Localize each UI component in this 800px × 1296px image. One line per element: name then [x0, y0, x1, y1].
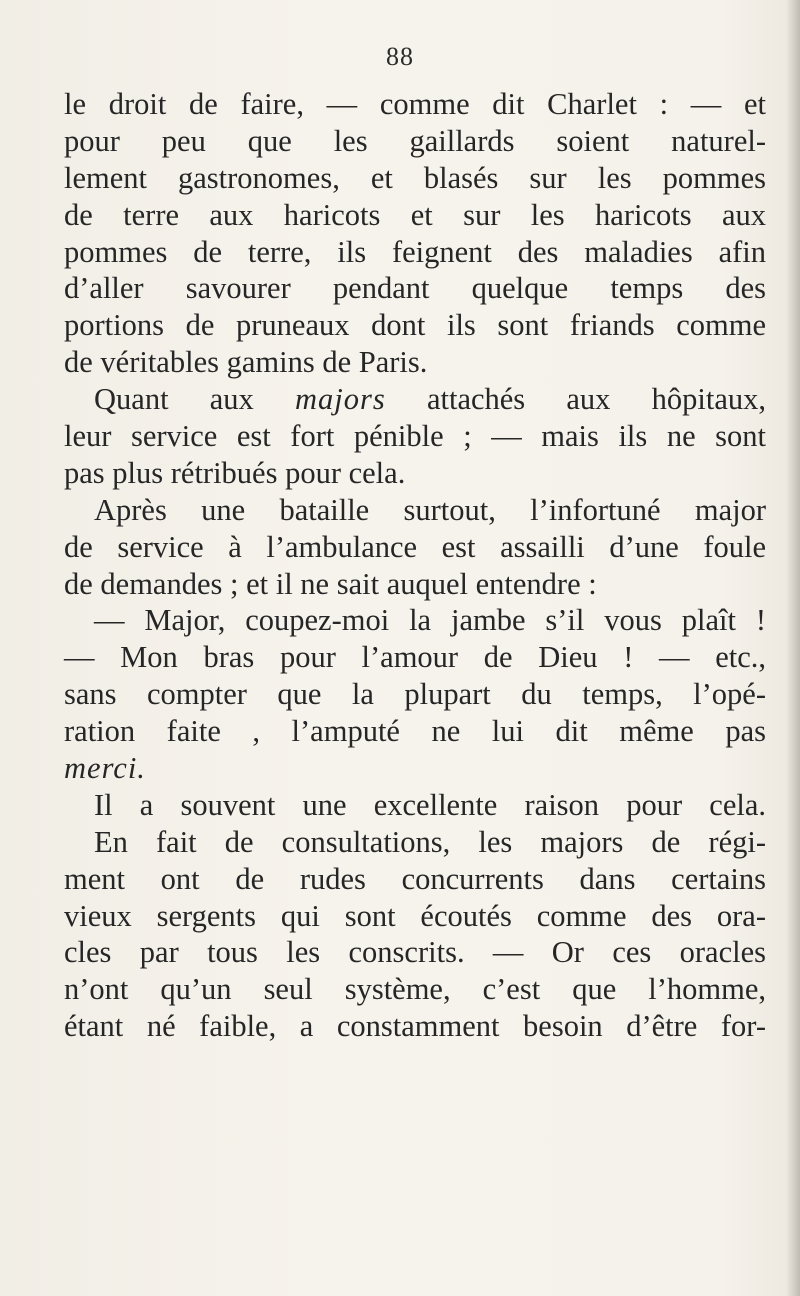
text-line: Il a souvent une excellente raison pour cela.	[94, 787, 766, 822]
text-line: de terre aux haricots et sur les haricots aux	[64, 197, 766, 232]
text-line: — Major, coupez-moi la jambe s’il vous plaît !	[94, 603, 766, 638]
text-line: sans compter que la plupart du temps, l’opé-	[64, 677, 766, 712]
text-line: lement gastronomes, et blasés sur les pommes	[64, 160, 766, 195]
text-line: portions de pruneaux dont ils sont friands comme	[64, 308, 766, 343]
text-line: le droit de faire, — comme dit Charlet : — et	[64, 87, 766, 121]
text-line: Après une bataille surtout, l’infortuné major	[94, 492, 766, 527]
text-line: de service à l’ambulance est assailli d’une foule	[64, 529, 766, 564]
text-line: En fait de consultations, les majors de régi-	[94, 824, 766, 859]
text-line: d’aller savourer pendant quelque temps des	[64, 271, 766, 306]
text-line: cles par tous les conscrits. — Or ces oracles	[64, 935, 766, 970]
italic-word: merci.	[64, 751, 146, 786]
body-text	[64, 86, 766, 1045]
text-line: Quant aux majors attachés aux hôpitaux,	[94, 382, 766, 417]
text-line: n’ont qu’un seul système, c’est que l’homme,	[64, 972, 766, 1007]
text-line: ration faite , l’amputé ne lui dit même pas	[64, 714, 766, 749]
text-line: pas plus rétribués pour cela.	[64, 455, 406, 490]
text-line: pour peu que les gaillards soient naturel-	[64, 123, 766, 158]
text-line: — Mon bras pour l’amour de Dieu ! — etc.,	[64, 640, 766, 675]
page-number: 88	[386, 42, 414, 71]
text-line: leur service est fort pénible ; — mais ils ne sont	[64, 419, 766, 454]
text-line: étant né faible, a constamment besoin d’être for-	[64, 1009, 766, 1044]
text-line: de véritables gamins de Paris.	[64, 345, 428, 380]
text-line: vieux sergents qui sont écoutés comme des ora-	[64, 898, 766, 933]
text-line: de demandes ; et il ne sait auquel entendre :	[64, 566, 597, 601]
text-line: ment ont de rudes concurrents dans certains	[64, 861, 766, 896]
page-edge-shadow	[786, 0, 800, 1296]
italic-word: majors	[295, 382, 386, 417]
text-line: pommes de terre, ils feignent des maladies afin	[64, 234, 766, 269]
text-line	[64, 750, 766, 787]
